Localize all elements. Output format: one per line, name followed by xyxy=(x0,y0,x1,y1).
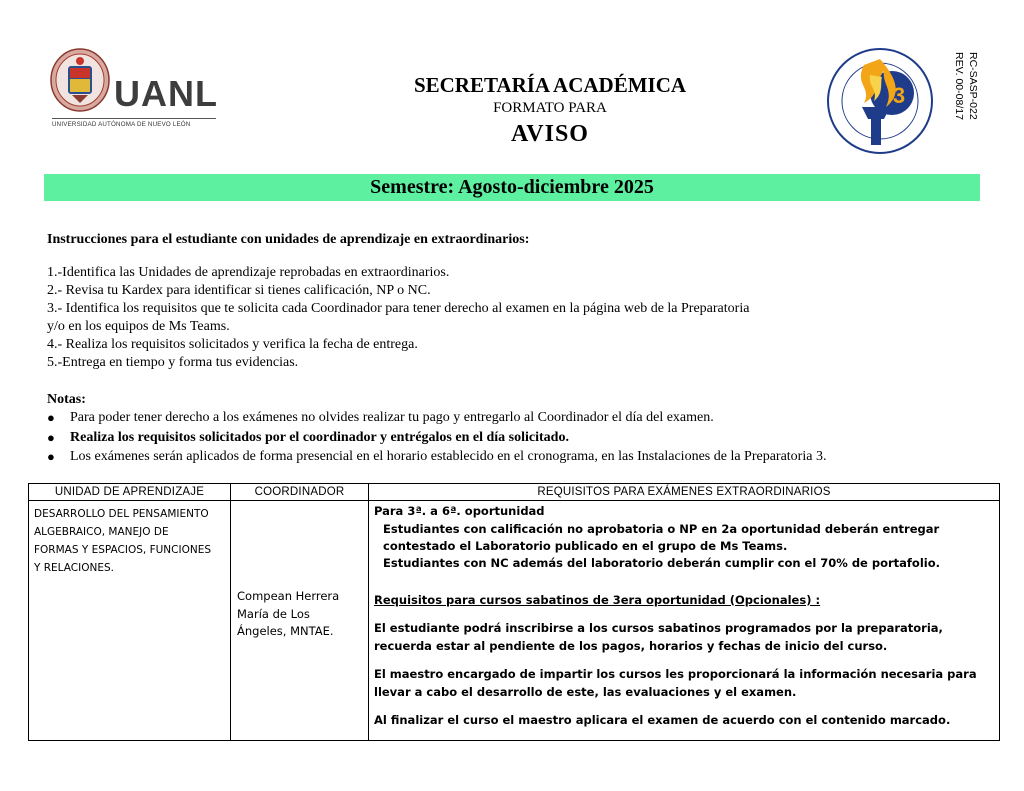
document-code: RC-SASP-022 xyxy=(967,52,979,120)
note-text: Realiza los requisitos solicitados por el coordinador y entrégalos en el día solicitado. xyxy=(70,430,569,445)
uanl-divider xyxy=(52,118,216,119)
requirements-table xyxy=(28,483,1000,741)
bullet-icon: ● xyxy=(47,449,55,464)
requisitos-line: El estudiante podrá inscribirse a los cursos sabatinos programados por la preparatoria, xyxy=(374,621,943,635)
bullet-icon: ● xyxy=(47,410,55,425)
requisitos-line: El maestro encargado de impartir los cursos les proporcionará la información necesaria para xyxy=(374,667,977,681)
logo-number: 3 xyxy=(892,83,906,108)
note-text: Los exámenes serán aplicados de forma presencial en el horario establecido en el cronograma, en las Instalaciones de la Preparatoria 3. xyxy=(70,449,827,464)
requisitos-line: Al finalizar el curso el maestro aplicara el examen de acuerdo con el contenido marcado. xyxy=(374,713,951,727)
note-item xyxy=(47,409,947,427)
preparatoria-logo xyxy=(824,45,942,157)
form-subtitle: FORMATO PARA xyxy=(493,100,607,116)
document-code-block xyxy=(947,52,983,142)
uanl-subtitle: UNIVERSIDAD AUTÓNOMA DE NUEVO LEÓN xyxy=(52,121,191,128)
coordinador-cell xyxy=(237,588,362,641)
requisitos-line: Estudiantes con calificación no aprobatoria o NP en 2a oportunidad deberán entregar xyxy=(383,522,940,536)
bullet-icon: ● xyxy=(47,430,55,445)
requisitos-line: recuerda estar al pendiente de los pagos, horarios y fechas de inicio del curso. xyxy=(374,639,888,653)
coordinador-line: Compean Herrera xyxy=(237,589,340,603)
note-text: Para poder tener derecho a los exámenes no olvides realizar tu pago y entregarlo al Coordinador el día del examen. xyxy=(70,410,714,425)
note-item xyxy=(47,429,947,447)
unidad-line: DESARROLLO DEL PENSAMIENTO xyxy=(34,508,209,520)
uanl-logo xyxy=(50,48,220,132)
instruction-step: 4.- Realiza los requisitos solicitados y verifica la fecha de entrega. xyxy=(47,337,418,352)
instruction-step: 2.- Revisa tu Kardex para identificar si tienes calificación, NP o NC. xyxy=(47,283,431,298)
requisitos-heading: Para 3ª. a 6ª. oportunidad xyxy=(374,504,545,518)
column-header-unidad: UNIDAD DE APRENDIZAJE xyxy=(54,486,205,498)
column-header-requisitos: REQUISITOS PARA EXÁMENES EXTRAORDINARIOS xyxy=(537,486,831,498)
uanl-wordmark: UANL xyxy=(114,73,218,114)
requisitos-line: llevar a cabo el desarrollo de este, las evaluaciones y el examen. xyxy=(374,685,797,699)
coordinador-line: María de Los xyxy=(237,606,310,621)
column-divider xyxy=(230,484,231,740)
instructions-title: Instrucciones para el estudiante con unidades de aprendizaje en extraordinarios: xyxy=(47,232,530,247)
uanl-seal-icon xyxy=(50,48,110,112)
requisitos-line: contestado el Laboratorio publicado en el grupo de Ms Teams. xyxy=(383,539,788,553)
form-name: AVISO xyxy=(511,121,589,147)
requisitos-line: Estudiantes con NC además del laboratorio deberán cumplir con el 70% de portafolio. xyxy=(383,556,940,570)
unidad-line: ALGEBRAICO, MANEJO DE xyxy=(34,526,169,538)
sabatinos-title: Requisitos para cursos sabatinos de 3era oportunidad (Opcionales) : xyxy=(374,593,821,607)
torch-emblem-icon xyxy=(824,45,942,157)
column-divider xyxy=(368,484,369,740)
column-header-coordinador: COORDINADOR xyxy=(254,486,345,498)
instruction-step: 3.- Identifica los requisitos que te solicita cada Coordinador para tener derecho al examen en la página web de la Preparatoria xyxy=(47,301,750,316)
unidad-line: Y RELACIONES. xyxy=(34,562,114,574)
semester-banner: Semestre: Agosto-diciembre 2025 xyxy=(44,174,980,201)
unidad-line: FORMAS Y ESPACIOS, FUNCIONES xyxy=(34,544,212,556)
coordinador-line: Ángeles, MNTAE. xyxy=(237,624,334,638)
instruction-step: 5.-Entrega en tiempo y forma tus evidencias. xyxy=(47,355,299,370)
instruction-step: y/o en los equipos de Ms Teams. xyxy=(47,319,230,334)
header-divider xyxy=(29,500,999,501)
page-title: SECRETARÍA ACADÉMICA xyxy=(413,73,687,97)
document-revision: REV. 00-08/17 xyxy=(953,52,965,120)
notes-title: Notas: xyxy=(47,392,86,407)
unidad-cell xyxy=(34,505,229,577)
note-item xyxy=(47,448,947,466)
instruction-step: 1.-Identifica las Unidades de aprendizaje reprobadas en extraordinarios. xyxy=(47,265,450,280)
